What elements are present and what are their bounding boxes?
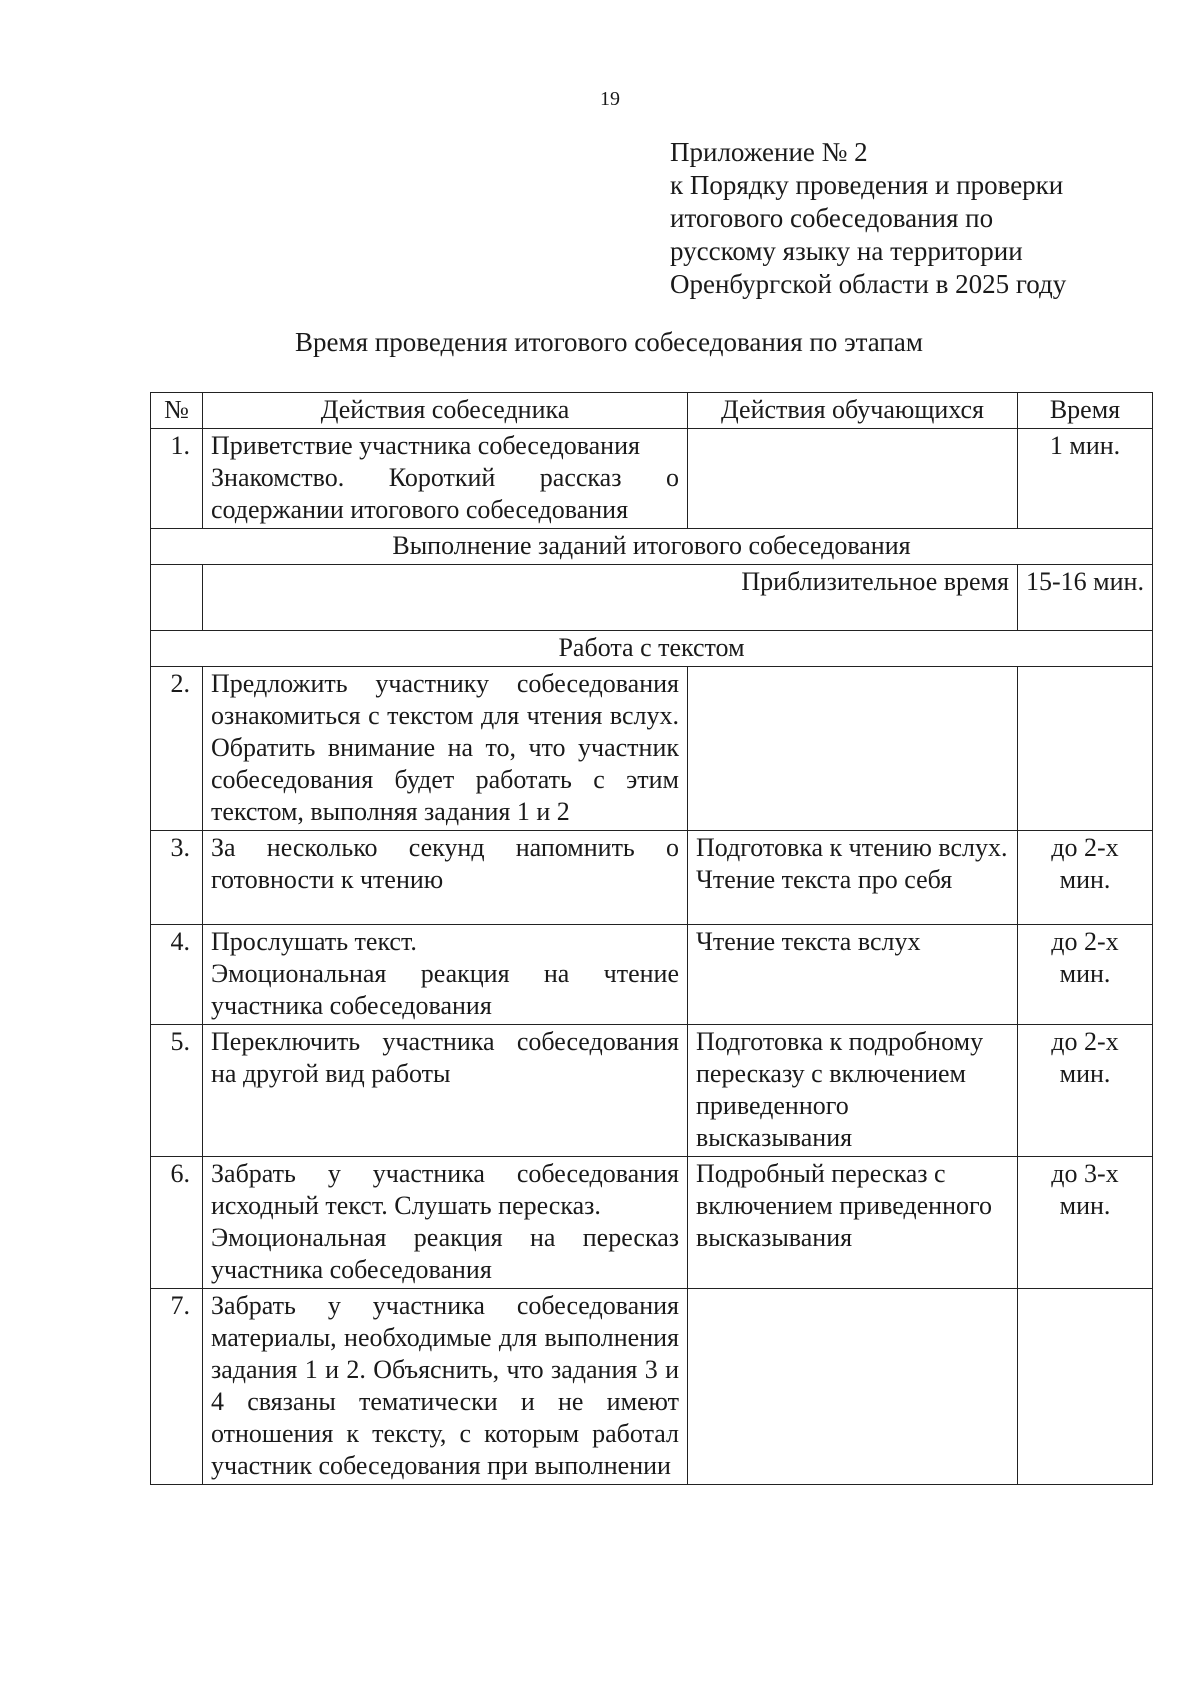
student-action: Подробный пересказ с включением приведенного высказывания — [688, 1157, 1018, 1289]
table-row — [151, 831, 1153, 925]
student-action — [688, 667, 1018, 831]
table-row — [151, 667, 1153, 831]
approx-time-row — [151, 565, 1153, 631]
time-cell: до 2-х мин. — [1018, 831, 1153, 925]
row-number: 5. — [151, 1025, 203, 1157]
approx-time-value: 15-16 мин. — [1018, 565, 1153, 631]
header-time: Время — [1018, 393, 1153, 429]
time-cell — [1018, 1289, 1153, 1485]
student-action — [688, 1289, 1018, 1485]
table-row — [151, 429, 1153, 529]
time-cell: до 2-х мин. — [1018, 1025, 1153, 1157]
empty-cell — [151, 565, 203, 631]
interviewer-action: За несколько секунд напомнить о готовности к чтению — [203, 831, 688, 925]
student-action: Подготовка к чтению вслух. Чтение текста про себя — [688, 831, 1018, 925]
interviewer-action: Забрать у участника собеседования исходный текст. Слушать пересказ. Эмоциональная реакция на пересказ участника собеседования — [203, 1157, 688, 1289]
student-action: Чтение текста вслух — [688, 925, 1018, 1025]
section-text-work: Работа с текстом — [151, 631, 1153, 667]
row-number: 3. — [151, 831, 203, 925]
row-number: 4. — [151, 925, 203, 1025]
schedule-table — [150, 392, 1153, 1485]
time-cell — [1018, 667, 1153, 831]
section-row — [151, 529, 1153, 565]
document-title: Время проведения итогового собеседования по этапам — [295, 327, 923, 357]
row-number: 6. — [151, 1157, 203, 1289]
table-header-row — [151, 393, 1153, 429]
time-cell: 1 мин. — [1018, 429, 1153, 529]
header-student-actions: Действия обучающихся — [688, 393, 1018, 429]
table-row — [151, 925, 1153, 1025]
appendix-line: итогового собеседования по — [670, 203, 994, 233]
appendix-header — [670, 136, 1066, 301]
table-row — [151, 1025, 1153, 1157]
row-number: 7. — [151, 1289, 203, 1485]
approx-time-label: Приблизительное время — [203, 565, 1018, 631]
row-number: 1. — [151, 429, 203, 529]
appendix-line: русскому языку на территории — [670, 236, 1023, 266]
row-number: 2. — [151, 667, 203, 831]
time-cell: до 3-х мин. — [1018, 1157, 1153, 1289]
interviewer-action: Забрать у участника собеседования материалы, необходимые для выполнения задания 1 и 2. Объяснить, что задания 3 и 4 связаны тематически и не имеют отношения к тексту, с которым работал участник собеседования при выполнении — [203, 1289, 688, 1485]
interviewer-action: Приветствие участника собеседования Знакомство. Короткий рассказ о содержании итогового собеседования — [203, 429, 688, 529]
header-interviewer-actions: Действия собеседника — [203, 393, 688, 429]
table-row — [151, 1157, 1153, 1289]
interviewer-action: Прослушать текст. Эмоциональная реакция на чтение участника собеседования — [203, 925, 688, 1025]
appendix-line: к Порядку проведения и проверки — [670, 170, 1064, 200]
page-number: 19 — [600, 88, 620, 110]
header-number: № — [151, 393, 203, 429]
interviewer-action: Предложить участнику собеседования ознакомиться с текстом для чтения вслух. Обратить внимание на то, что участник собеседования будет работать с этим текстом, выполняя задания 1 и 2 — [203, 667, 688, 831]
appendix-line: Оренбургской области в 2025 году — [670, 269, 1067, 299]
appendix-line: Приложение № 2 — [670, 137, 868, 167]
student-action — [688, 429, 1018, 529]
section-tasks: Выполнение заданий итогового собеседования — [151, 529, 1153, 565]
interviewer-action: Переключить участника собеседования на другой вид работы — [203, 1025, 688, 1157]
student-action: Подготовка к подробному пересказу с включением приведенного высказывания — [688, 1025, 1018, 1157]
table-row — [151, 1289, 1153, 1485]
time-cell: до 2-х мин. — [1018, 925, 1153, 1025]
section-row — [151, 631, 1153, 667]
